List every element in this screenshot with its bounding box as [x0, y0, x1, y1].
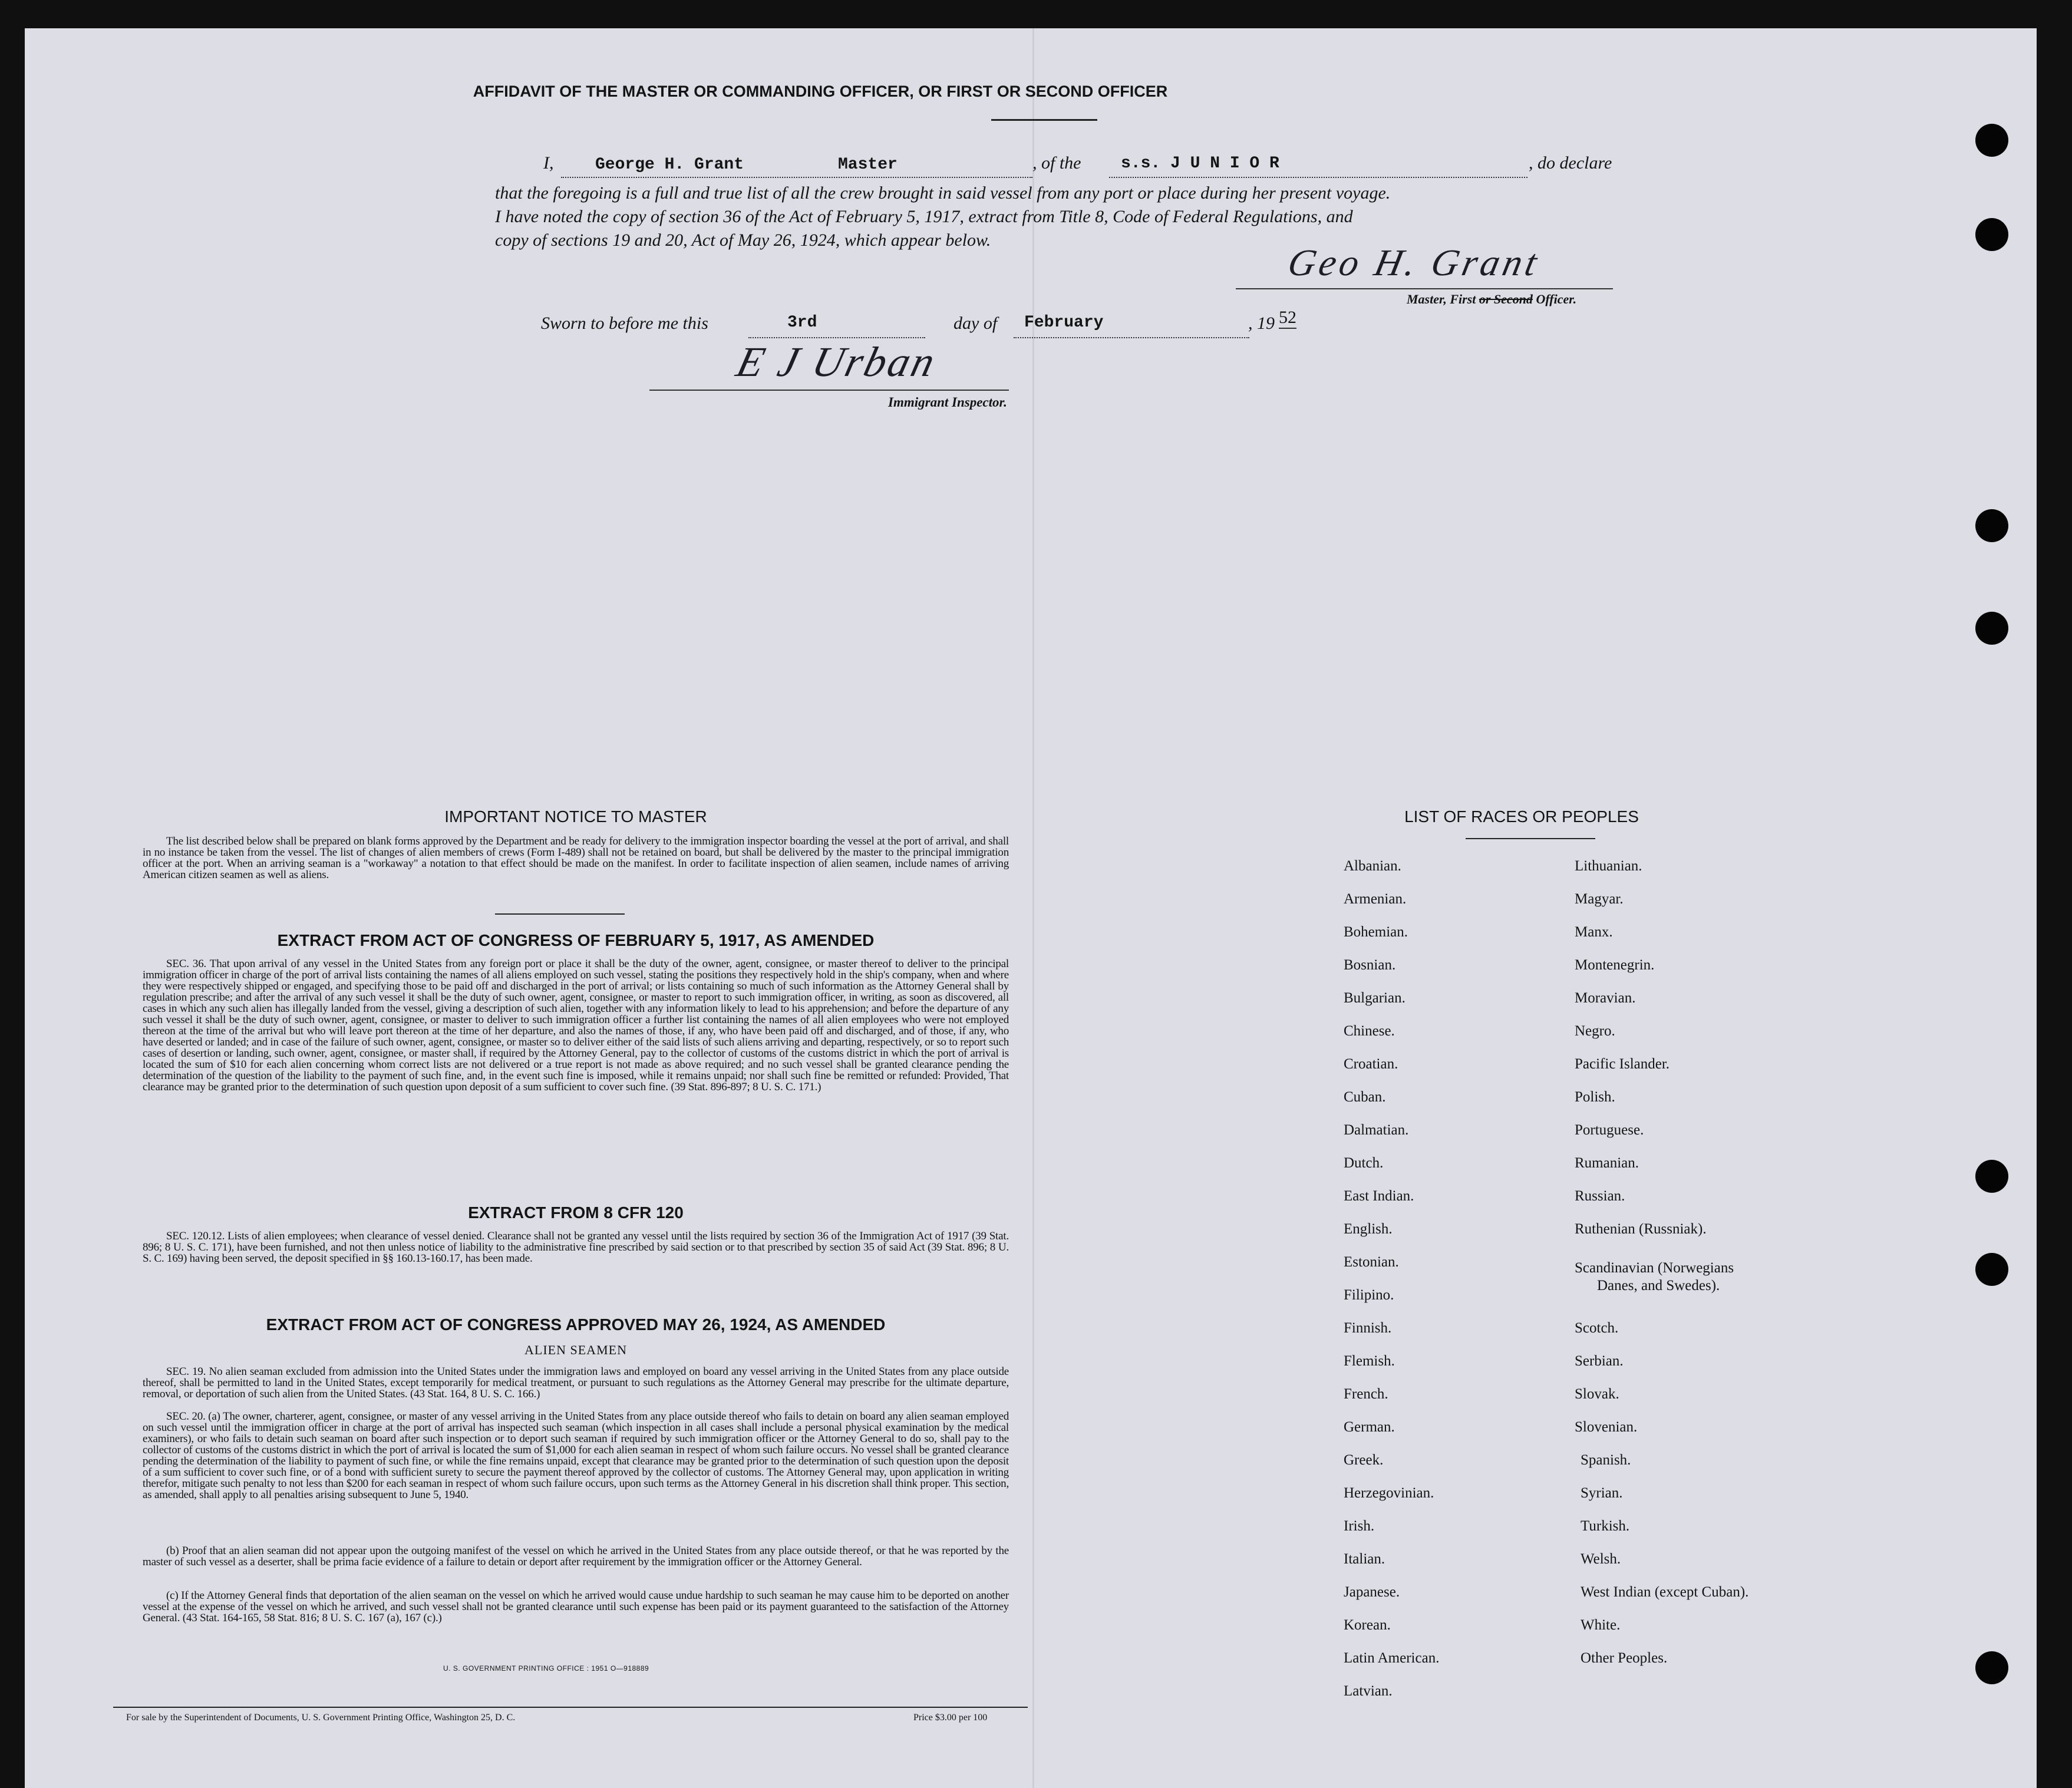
inspector-caption: Immigrant Inspector. — [888, 395, 1007, 410]
race-item: Polish. — [1575, 1089, 1615, 1105]
extract-cfr-title: EXTRACT FROM 8 CFR 120 — [468, 1203, 684, 1222]
sworn-month: February — [1024, 314, 1104, 332]
race-item: English. — [1344, 1221, 1393, 1237]
race-item: Estonian. — [1344, 1254, 1399, 1270]
race-item: Slovak. — [1575, 1386, 1619, 1402]
race-item: Scandinavian (Norwegians — [1575, 1260, 1734, 1276]
race-item: Armenian. — [1344, 891, 1407, 907]
document-page — [25, 28, 2037, 1788]
race-item: Cuban. — [1344, 1089, 1386, 1105]
punch-hole — [1975, 1651, 2008, 1684]
race-item: Croatian. — [1344, 1056, 1398, 1072]
race-item: Serbian. — [1575, 1353, 1624, 1369]
extract-1924-subtitle: ALIEN SEAMEN — [524, 1342, 627, 1357]
master-rank: Master — [838, 156, 898, 174]
divider — [1466, 838, 1595, 839]
race-item: Latvian. — [1344, 1683, 1393, 1699]
sworn-day: 3rd — [787, 314, 817, 332]
master-signature: Geo H. Grant — [1284, 242, 1545, 283]
day-field-line — [748, 314, 925, 338]
race-item: West Indian (except Cuban). — [1581, 1584, 1749, 1600]
race-item: Albanian. — [1344, 858, 1401, 874]
race-item: Negro. — [1575, 1023, 1615, 1039]
races-title: LIST OF RACES OR PEOPLES — [1404, 807, 1639, 826]
extract-1924-sec20c: (c) If the Attorney General finds that deportation of the alien seaman on the vessel on which he arrived would cause undue hardship to such seaman he may cause him to be deported on another vessel at the expense of the vessel on which he arrived, and such vessel shall not be granted clearance until such expense has been paid or its payment guaranteed to the satisfaction of the Attorney General. (43 Stat. 164-165, 58 Stat. 816; 8 U. S. C. 167 (a), 167 (c).) — [143, 1589, 1009, 1624]
race-item: Herzegovinian. — [1344, 1485, 1434, 1501]
affidavit-line-1: I, George H. Grant Master , of the s.s. J U N I O R , do declare — [543, 153, 1637, 179]
race-item: Slovenian. — [1575, 1419, 1638, 1435]
race-item: East Indian. — [1344, 1188, 1414, 1204]
race-item: Welsh. — [1581, 1551, 1621, 1567]
race-item: Magyar. — [1575, 891, 1624, 907]
race-item: Spanish. — [1581, 1452, 1631, 1468]
race-item: Turkish. — [1581, 1518, 1630, 1534]
divider — [991, 119, 1097, 121]
race-item: Portuguese. — [1575, 1122, 1644, 1138]
race-item: Filipino. — [1344, 1287, 1394, 1303]
extract-1924-sec19: SEC. 19. No alien seaman excluded from admission into the United States under the immigration laws and employed on board any vessel arriving in the United States from any place outside thereof, shall be permitted to land in the United States, except temporarily for medical treatment, or pursuant to such regulations as the Attorney General may prescribe for the ultimate departure, removal, or deportation of such alien from the United States. (43 Stat. 164, 8 U. S. C. 166.) — [143, 1365, 1009, 1400]
race-item: Scotch. — [1575, 1320, 1619, 1336]
race-item: German. — [1344, 1419, 1395, 1435]
race-item: Montenegrin. — [1575, 957, 1655, 973]
footer-price: Price $3.00 per 100 — [913, 1713, 988, 1723]
vessel-name: s.s. J U N I O R — [1121, 154, 1279, 173]
notice-title: IMPORTANT NOTICE TO MASTER — [444, 807, 707, 826]
affidavit-body: that the foregoing is a full and true list of all the crew brought in said vessel from any port or place during her present voyage. I have noted the copy of section 36 of the Act of February 5, 1917, extract from Title 8, Code of Federal Regulations, and copy of sections 19 and 20, Act of May 26, 1924, which appear below. — [495, 183, 1391, 250]
race-item: Danes, and Swedes). — [1597, 1278, 1720, 1294]
race-item: Manx. — [1575, 924, 1613, 940]
race-item: Irish. — [1344, 1518, 1375, 1534]
race-item: Chinese. — [1344, 1023, 1395, 1039]
race-item: Italian. — [1344, 1551, 1385, 1567]
race-item: Russian. — [1575, 1188, 1625, 1204]
punch-hole — [1975, 1160, 2008, 1193]
punch-hole — [1975, 509, 2008, 542]
master-signature-block — [1236, 232, 1625, 311]
race-item: Dalmatian. — [1344, 1122, 1409, 1138]
race-item: Korean. — [1344, 1617, 1391, 1633]
extract-1924-title: EXTRACT FROM ACT OF CONGRESS APPROVED MAY 26, 1924, AS AMENDED — [266, 1315, 886, 1334]
sworn-line: Sworn to before me this 3rd day of February , 19 52 — [541, 311, 1378, 339]
extract-1924-sec20b: (b) Proof that an alien seaman did not appear upon the outgoing manifest of the vessel on which he arrived in the United States from any place outside thereof, or that he was reported by the master of such vessel as a deserter, shall be prima facie evidence of a failure to detain or deport after requirement by the immigration officer or the Attorney General. — [143, 1545, 1009, 1568]
divider — [495, 913, 625, 915]
race-item: Pacific Islander. — [1575, 1056, 1670, 1072]
race-item: Moravian. — [1575, 990, 1636, 1006]
extract-1917-text: SEC. 36. That upon arrival of any vessel in the United States from any foreign port or place it shall be the duty of the owner, agent, consignee, or master thereof to deliver to the principal immigration officer in charge of the port of arrival lists containing the names of all aliens employed on such vessel, stating the positions they respectively hold in the ship's company, when and where they were respectively shipped or engaged, and specifying those to be paid off and discharged in the port of arrival; or lists containing so much of such information as the Attorney General shall by regulation prescribe; and after the arrival of any such vessel it shall be the duty of such owner, agent, consignee, or master to report to such immigration officer, in writing, as soon as discovered, all cases in which any such alien has illegally landed from the vessel, giving a description of such alien, together with any information likely to lead to his apprehension; and before the departure of any such vessel it shall be the duty of such owner, agent, consignee, or master to deliver to such immigration officer a further list containing the names of all alien employees who were not employed thereon at the time of the arrival but who will leave port thereon at the time of her departure, and also the names of those, if any, who have been paid off and discharged, and of those, if any, who have deserted or landed; and in case of the failure of such owner, agent, consignee, or master so to deliver either of the said lists of such aliens arriving and departing, respectively, or so to report such cases of desertion or landing, such owner, agent, consignee, or master shall, if required by the Attorney General, pay to the collector of customs of the customs district in which the port of arrival is located the sum of $10 for each alien concerning whom correct lists are not delivered or a true report is not made as above required; and no such vessel shall be granted clearance pending the determination of the question of the liability to the payment of such fine, and, in the event such fine is imposed, while it remains unpaid; nor shall such fine be remitted or refunded: Provided, That clearance may be granted prior to the determination of such question upon deposit of a sum sufficient to cover such fine. (39 Stat. 896-897; 8 U. S. C. 171.) — [143, 958, 1009, 1093]
race-item: Greek. — [1344, 1452, 1384, 1468]
extract-cfr-text: SEC. 120.12. Lists of alien employees; when clearance of vessel denied. Clearance shall not be granted any vessel until the lists required by section 36 of the Immigration Act of 1917 (39 Stat. 896; 8 U. S. C. 171), have been furnished, and not then unless notice of liability to the administrative fine prescribed by said section or to that prescribed by section 35 of said Act (39 Stat. 896; 8 U. S. C. 169) having been served, the deposit specified in §§ 160.13-160.17, has been made. — [143, 1230, 1009, 1265]
signature-caption: Master, First or Second Officer. — [1407, 292, 1577, 306]
footer-sale: For sale by the Superintendent of Documents, U. S. Government Printing Office, Washington 25, D. C. — [126, 1713, 516, 1723]
extract-1917-title: EXTRACT FROM ACT OF CONGRESS OF FEBRUARY 5, 1917, AS AMENDED — [277, 931, 875, 949]
punch-hole — [1975, 612, 2008, 645]
extract-1924-sec20a: SEC. 20. (a) The owner, charterer, agent, consignee, or master of any vessel arriving in the United States from any place outside thereof who fails to detain on board any alien seaman employed on such vessel until the immigration officer in charge at the port of arrival has inspected such seaman (which inspection in all cases shall include a personal physical examination by the medical examiners), or who fails to detain such seaman on board after such inspection or to deport such seaman if required by such immigration officer or the Attorney General to do so, shall pay to the collector of customs of the customs district in which the port of arrival is located the sum of $1,000 for each alien seaman in respect of whom such failure occurs. No vessel shall be granted clearance pending the determination of the liability to payment of such fine, or while the fine remains unpaid, except that clearance may be granted prior to the determination of such question upon the deposit of a sum sufficient to cover such fine, or of a bond with sufficient surety to secure the payment thereof approved by the collector of customs. The Attorney General may, upon application in writing therefor, mitigate such penalty to not less than $200 for each seaman in respect of whom such failure occurs, upon such terms as the Attorney General in his discretion shall think proper. This section, as amended, shall apply to all penalties arising subsequent to June 5, 1940. — [143, 1410, 1009, 1501]
punch-hole — [1975, 1253, 2008, 1286]
race-item: Syrian. — [1581, 1485, 1623, 1501]
race-item: Latin American. — [1344, 1650, 1440, 1666]
race-item: Japanese. — [1344, 1584, 1400, 1600]
race-item: Bohemian. — [1344, 924, 1408, 940]
gpo-imprint: U. S. GOVERNMENT PRINTING OFFICE : 1951 O—918889 — [443, 1664, 649, 1672]
inspector-signature: E J Urban — [732, 338, 942, 385]
race-item: Other Peoples. — [1581, 1650, 1668, 1666]
footer-rule — [113, 1707, 1028, 1708]
race-item: Flemish. — [1344, 1353, 1395, 1369]
punch-hole — [1975, 124, 2008, 157]
race-item: Ruthenian (Russniak). — [1575, 1221, 1707, 1237]
affidavit-title: AFFIDAVIT OF THE MASTER OR COMMANDING OFFICER, OR FIRST OR SECOND OFFICER — [473, 83, 1168, 100]
notice-text: The list described below shall be prepared on blank forms approved by the Department and be ready for delivery to the immigration inspector boarding the vessel at the port of arrival, and shall in no instance be taken from the vessel. The list of changes of alien members of crews (Form I-489) shall not be retained on board, but shall be delivered by the master to the principal immigration officer at the port. When an arriving seaman is a "workaway" a notation to that effect should be made on the manifest. In order to facilitate inspection of alien seamen, include names of arriving American citizen seamen as well as aliens. — [143, 835, 1009, 881]
sworn-year: 52 — [1279, 308, 1296, 329]
race-item: Finnish. — [1344, 1320, 1392, 1336]
race-item: Rumanian. — [1575, 1155, 1639, 1171]
master-name: George H. Grant — [595, 156, 744, 174]
race-item: White. — [1581, 1617, 1621, 1633]
punch-hole — [1975, 218, 2008, 251]
race-item: Lithuanian. — [1575, 858, 1642, 874]
race-item: Bulgarian. — [1344, 990, 1405, 1006]
inspector-signature-block — [649, 338, 1074, 426]
race-item: Dutch. — [1344, 1155, 1384, 1171]
race-item: Bosnian. — [1344, 957, 1396, 973]
race-item: French. — [1344, 1386, 1388, 1402]
page-fold — [1032, 28, 1034, 1788]
